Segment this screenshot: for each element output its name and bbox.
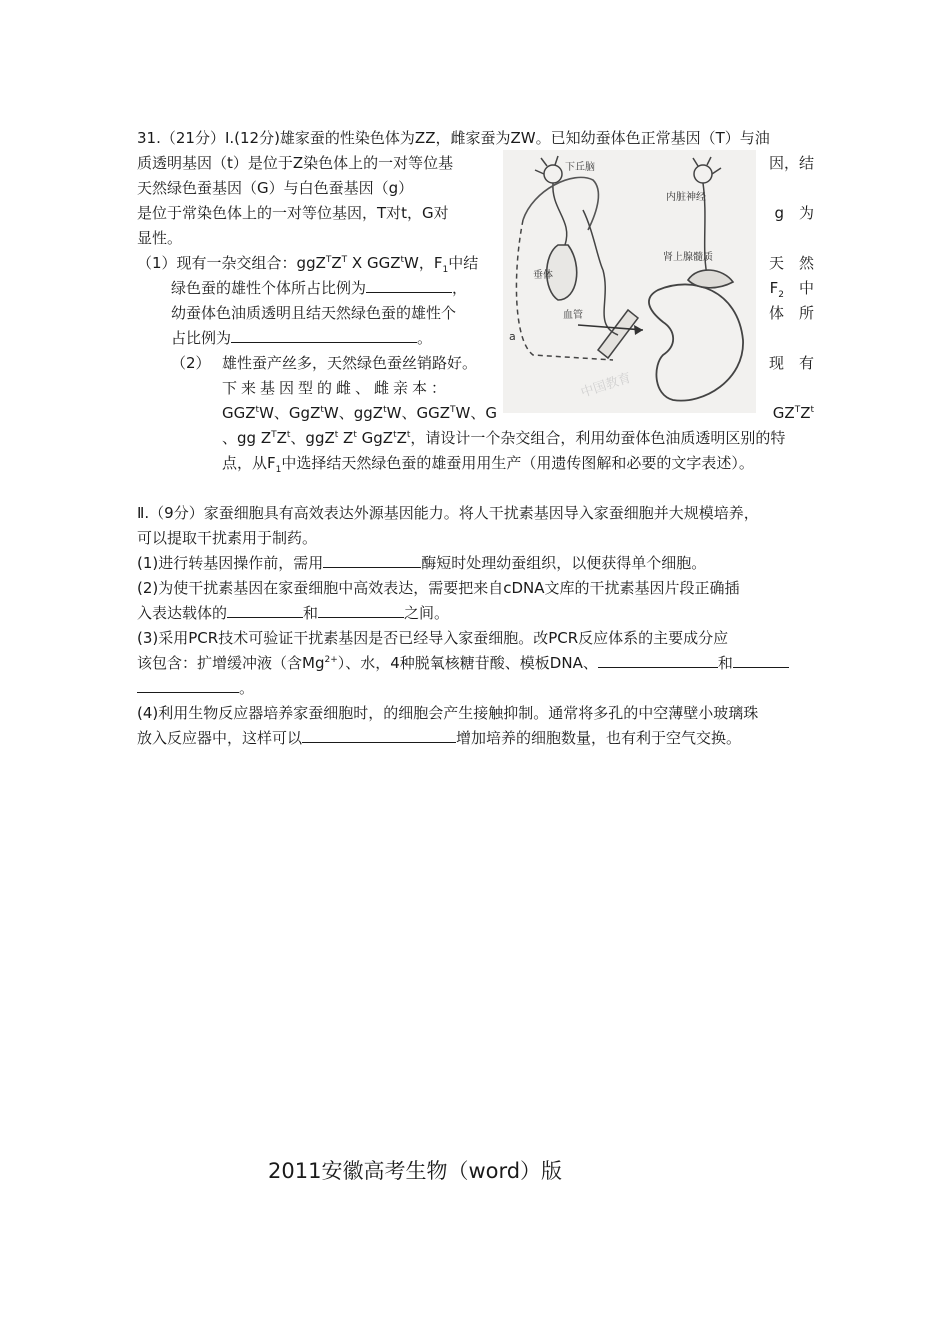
q31-part2-line1-right: 现 有 xyxy=(768,354,814,372)
q31-part1-line1: （1）现有一杂交组合：$ggZ^TZ^T$ X GGZ$^t$W，$F_1$中结 xyxy=(137,254,479,275)
answer-blank[interactable] xyxy=(318,603,404,618)
q31-line5: 显性。 xyxy=(137,229,183,247)
label-a: a xyxy=(509,330,516,343)
label-vessel: 血管 xyxy=(563,310,583,321)
q31-part2-line2: 下来基因型的雌、雌亲本： xyxy=(222,379,451,397)
answer-blank[interactable] xyxy=(137,678,239,693)
q31-part2-line5: 点，从$F_1$中选择结天然绿色蚕的雄蚕用用生产（用遗传图解和必要的文字表述）。 xyxy=(222,454,754,475)
q31-part2-number: （2） xyxy=(171,354,211,372)
q2-sub4-line1: (4)利用生物反应器培养家蚕细胞时，的细胞会产生接触抑制。通常将多孔的中空薄壁小玻璃珠 xyxy=(137,704,759,722)
q31-part2-line3-right: $GZ^TZ^t$ xyxy=(772,404,814,422)
q31-part1-line4: 占比例为 。 xyxy=(171,329,433,347)
q31-part1-line1-right: 天 然 xyxy=(768,254,814,272)
answer-blank[interactable] xyxy=(733,653,789,668)
q31-part1-line3: 幼蚕体色油质透明且结天然绿色蚕的雄性个 xyxy=(171,304,457,322)
q2-sub2-line1: (2)为使干扰素基因在家蚕细胞中高效表达，需要把来自cDNA文库的干扰素基因片段正确插 xyxy=(137,579,740,597)
q31-part1-line3-right: 体 所 xyxy=(768,304,814,322)
neuroendocrine-diagram xyxy=(503,150,756,413)
answer-blank[interactable] xyxy=(231,328,417,343)
footer-title: 2011安徽高考生物（word）版 xyxy=(268,1159,563,1183)
q2-sub4-line2: 放入反应器中，这样可以 增加培养的细胞数量，也有利于空气交换。 xyxy=(137,729,742,747)
label-pituitary: 垂体 xyxy=(533,270,553,281)
q2-header-line2: 可以提取干扰素用于制药。 xyxy=(137,529,318,547)
q31-line2: 质透明基因（t）是位于Z染色体上的一对等位基 xyxy=(137,154,454,172)
arrow-line xyxy=(578,325,643,330)
label-visceral-nerve: 内脏神经 xyxy=(666,192,706,203)
q2-sub3-line2: 该包含：扩增缓冲液（含$Mg^{2+}$）、水，4种脱氧核糖苷酸、模板DNA、 和 xyxy=(137,653,789,673)
answer-blank[interactable] xyxy=(323,553,421,568)
q31-line2-right: 因，结 xyxy=(768,154,814,172)
answer-blank[interactable] xyxy=(227,603,303,618)
q31-part2-line1: 雄性蚕产丝多，天然绿色蚕丝销路好。 xyxy=(222,354,478,372)
kidney-shape xyxy=(649,284,743,400)
arrow-head-icon xyxy=(634,325,643,335)
q31-part2-line4: 、gg $Z^TZ^t$、ggZ$^t$ $Z^t$ $GgZ^tZ^t$，请设计一个杂交组合，利用幼蚕体色油质透明区别的特 xyxy=(222,429,786,447)
q2-header: Ⅱ.（9分）家蚕细胞具有高效表达外源基因能力。将人干扰素基因导入家蚕细胞并大规模培养， xyxy=(137,504,759,522)
q31-line4-right: g 为 xyxy=(774,204,814,222)
answer-blank[interactable] xyxy=(366,278,452,293)
watermark: 中国教育 xyxy=(579,370,634,401)
answer-blank[interactable] xyxy=(598,653,718,668)
q31-part1-line2: 绿色蚕的雄性个体所占比例为 ， xyxy=(171,279,468,297)
label-adrenal-medulla: 肾上腺髓质 xyxy=(663,252,713,263)
q2-sub2-line2: 入表达载体的 和 之间。 xyxy=(137,604,450,622)
q2-sub3-line3: 。 xyxy=(137,678,254,698)
diagram-figure xyxy=(503,150,756,413)
adrenal-shape xyxy=(688,270,733,288)
q31-line4: 是位于常染色体上的一对等位基因，T对t，G对 xyxy=(137,204,449,222)
hypothalamus-neuron-icon xyxy=(535,156,567,245)
q2-sub1: (1)进行转基因操作前，需用 酶短时处理幼蚕组织，以便获得单个细胞。 xyxy=(137,554,707,572)
q31-line3: 天然绿色蚕基因（G）与白色蚕基因（g） xyxy=(137,179,414,197)
brain-outline xyxy=(523,177,598,230)
q31-part1-line2-right: $F_2$ 中 xyxy=(769,279,814,300)
q31-header: 31.（21分）Ⅰ.(12分)雄家蚕的性染色体为ZZ，雌家蚕为ZW。已知幼蚕体色正常基因（T）与油 xyxy=(137,129,770,147)
q31-part2-line3: GGZ$^t$W、GgZ$^t$W、ggZ$^t$W、$GGZ^TW$、G xyxy=(222,404,497,422)
q2-sub3-line1: (3)采用PCR技术可验证干扰素基因是否已经导入家蚕细胞。改PCR反应体系的主要成分应 xyxy=(137,629,729,647)
label-hypothalamus: 下丘脑 xyxy=(565,162,595,173)
answer-blank[interactable] xyxy=(302,728,456,743)
